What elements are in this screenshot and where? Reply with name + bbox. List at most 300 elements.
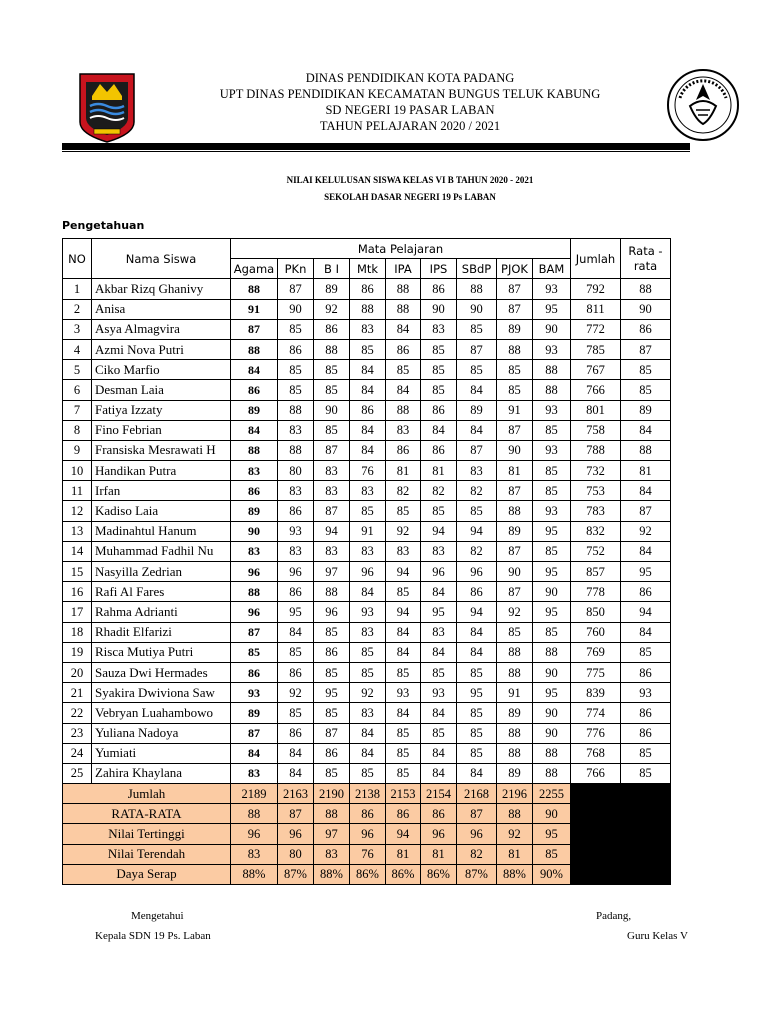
score-cell: 84 xyxy=(350,723,386,743)
score-cell: 93 xyxy=(278,521,314,541)
total-cell: 775 xyxy=(571,662,621,682)
score-cell: 85 xyxy=(314,420,350,440)
score-cell: 89 xyxy=(231,703,278,723)
table-row xyxy=(63,622,671,642)
score-cell: 94 xyxy=(386,562,421,582)
score-cell: 96 xyxy=(457,562,497,582)
score-cell: 92 xyxy=(350,683,386,703)
header-subject: IPS xyxy=(421,259,457,279)
row-number: 3 xyxy=(63,319,92,339)
total-cell: 758 xyxy=(571,420,621,440)
score-cell: 93 xyxy=(231,683,278,703)
student-name: Fino Febrian xyxy=(92,420,231,440)
score-cell: 85 xyxy=(421,662,457,682)
score-cell: 83 xyxy=(386,420,421,440)
score-cell: 90 xyxy=(497,562,533,582)
score-cell: 93 xyxy=(533,279,571,299)
total-cell: 839 xyxy=(571,683,621,703)
score-cell: 90 xyxy=(533,703,571,723)
score-cell: 88 xyxy=(386,279,421,299)
score-cell: 87 xyxy=(457,339,497,359)
table-row xyxy=(63,420,671,440)
score-cell: 92 xyxy=(278,683,314,703)
summary-value: 2255 xyxy=(533,784,571,804)
score-cell: 85 xyxy=(314,380,350,400)
score-cell: 85 xyxy=(533,420,571,440)
row-number: 20 xyxy=(63,662,92,682)
summary-value: 2163 xyxy=(278,784,314,804)
table-row xyxy=(63,319,671,339)
score-cell: 85 xyxy=(533,541,571,561)
average-cell: 86 xyxy=(621,662,671,682)
summary-label: Jumlah xyxy=(63,784,231,804)
score-cell: 84 xyxy=(457,642,497,662)
total-cell: 850 xyxy=(571,602,621,622)
score-cell: 90 xyxy=(533,582,571,602)
score-cell: 85 xyxy=(278,319,314,339)
score-cell: 87 xyxy=(497,420,533,440)
row-number: 14 xyxy=(63,541,92,561)
header-name: Nama Siswa xyxy=(92,239,231,279)
score-cell: 87 xyxy=(457,440,497,460)
score-cell: 83 xyxy=(350,481,386,501)
average-cell: 86 xyxy=(621,582,671,602)
score-cell: 89 xyxy=(314,279,350,299)
score-cell: 85 xyxy=(533,622,571,642)
score-cell: 95 xyxy=(421,602,457,622)
score-cell: 94 xyxy=(314,521,350,541)
score-cell: 84 xyxy=(278,743,314,763)
score-cell: 88 xyxy=(497,339,533,359)
score-cell: 84 xyxy=(231,420,278,440)
row-number: 6 xyxy=(63,380,92,400)
score-cell: 84 xyxy=(421,642,457,662)
score-cell: 87 xyxy=(497,279,533,299)
total-cell: 792 xyxy=(571,279,621,299)
summary-value: 94 xyxy=(386,824,421,844)
score-cell: 88 xyxy=(314,339,350,359)
score-cell: 88 xyxy=(497,642,533,662)
summary-value: 86 xyxy=(386,804,421,824)
row-number: 8 xyxy=(63,420,92,440)
score-cell: 97 xyxy=(314,562,350,582)
student-name: Rhadit Elfarizi xyxy=(92,622,231,642)
summary-value: 76 xyxy=(350,844,386,864)
average-cell: 86 xyxy=(621,703,671,723)
score-cell: 85 xyxy=(314,763,350,783)
score-cell: 95 xyxy=(278,602,314,622)
summary-value: 88% xyxy=(314,864,350,884)
score-cell: 88 xyxy=(533,360,571,380)
summary-value: 87 xyxy=(457,804,497,824)
total-cell: 760 xyxy=(571,622,621,642)
table-row xyxy=(63,380,671,400)
score-cell: 85 xyxy=(457,501,497,521)
score-cell: 84 xyxy=(350,420,386,440)
header-divider-thin xyxy=(62,151,690,152)
score-cell: 83 xyxy=(314,541,350,561)
summary-value: 81 xyxy=(386,844,421,864)
score-cell: 86 xyxy=(421,440,457,460)
row-number: 25 xyxy=(63,763,92,783)
table-row xyxy=(63,501,671,521)
student-name: Fransiska Mesrawati H xyxy=(92,440,231,460)
total-cell: 857 xyxy=(571,562,621,582)
score-cell: 85 xyxy=(386,723,421,743)
score-cell: 86 xyxy=(278,339,314,359)
score-cell: 84 xyxy=(386,642,421,662)
summary-value: 86% xyxy=(386,864,421,884)
score-cell: 88 xyxy=(231,440,278,460)
average-cell: 84 xyxy=(621,622,671,642)
section-label: Pengetahuan xyxy=(62,219,145,232)
header-subject-group: Mata Pelajaran xyxy=(231,239,571,259)
summary-label: Nilai Terendah xyxy=(63,844,231,864)
score-cell: 80 xyxy=(278,461,314,481)
score-cell: 85 xyxy=(314,622,350,642)
score-cell: 88 xyxy=(231,582,278,602)
total-cell: 768 xyxy=(571,743,621,763)
score-cell: 85 xyxy=(314,662,350,682)
table-row xyxy=(63,582,671,602)
score-cell: 87 xyxy=(231,622,278,642)
row-number: 22 xyxy=(63,703,92,723)
student-name: Kadiso Laia xyxy=(92,501,231,521)
score-cell: 84 xyxy=(386,622,421,642)
student-name: Fatiya Izzaty xyxy=(92,400,231,420)
score-cell: 95 xyxy=(457,683,497,703)
summary-label: Nilai Tertinggi xyxy=(63,824,231,844)
table-row xyxy=(63,521,671,541)
average-cell: 81 xyxy=(621,461,671,481)
table-row xyxy=(63,743,671,763)
score-cell: 84 xyxy=(457,420,497,440)
header-subject: B I xyxy=(314,259,350,279)
header-line-year: TAHUN PELAJARAN 2020 / 2021 xyxy=(319,119,501,133)
score-cell: 95 xyxy=(533,299,571,319)
score-cell: 94 xyxy=(386,602,421,622)
average-cell: 94 xyxy=(621,602,671,622)
summary-value: 82 xyxy=(457,844,497,864)
score-cell: 85 xyxy=(457,319,497,339)
summary-value: 2190 xyxy=(314,784,350,804)
score-cell: 88 xyxy=(497,723,533,743)
score-cell: 85 xyxy=(457,360,497,380)
student-name: Rahma Adrianti xyxy=(92,602,231,622)
score-cell: 84 xyxy=(421,763,457,783)
total-cell: 776 xyxy=(571,723,621,743)
summary-value: 92 xyxy=(497,824,533,844)
average-cell: 85 xyxy=(621,763,671,783)
score-cell: 84 xyxy=(457,380,497,400)
row-number: 15 xyxy=(63,562,92,582)
total-cell: 832 xyxy=(571,521,621,541)
score-cell: 96 xyxy=(314,602,350,622)
score-cell: 83 xyxy=(421,622,457,642)
score-cell: 84 xyxy=(421,743,457,763)
score-cell: 84 xyxy=(278,763,314,783)
score-cell: 84 xyxy=(421,420,457,440)
score-cell: 84 xyxy=(457,622,497,642)
student-name: Rafi Al Fares xyxy=(92,582,231,602)
score-cell: 85 xyxy=(533,461,571,481)
student-name: Nasyilla Zedrian xyxy=(92,562,231,582)
score-cell: 86 xyxy=(386,339,421,359)
signature-right-label: Padang, xyxy=(596,910,632,922)
score-cell: 81 xyxy=(421,461,457,481)
score-cell: 83 xyxy=(350,622,386,642)
row-number: 2 xyxy=(63,299,92,319)
score-cell: 86 xyxy=(231,662,278,682)
score-cell: 89 xyxy=(231,501,278,521)
average-cell: 87 xyxy=(621,339,671,359)
summary-value: 87% xyxy=(278,864,314,884)
header-subject: Mtk xyxy=(350,259,386,279)
score-cell: 94 xyxy=(421,521,457,541)
row-number: 11 xyxy=(63,481,92,501)
table-row xyxy=(63,461,671,481)
score-cell: 93 xyxy=(533,400,571,420)
score-cell: 88 xyxy=(386,400,421,420)
score-cell: 83 xyxy=(231,461,278,481)
score-cell: 93 xyxy=(533,440,571,460)
signature-left-title: Kepala SDN 19 Ps. Laban xyxy=(95,930,211,942)
score-cell: 95 xyxy=(533,521,571,541)
average-cell: 89 xyxy=(621,400,671,420)
score-cell: 94 xyxy=(457,521,497,541)
score-cell: 84 xyxy=(386,703,421,723)
score-cell: 87 xyxy=(497,481,533,501)
average-cell: 84 xyxy=(621,420,671,440)
score-cell: 88 xyxy=(314,582,350,602)
score-cell: 93 xyxy=(386,683,421,703)
score-cell: 84 xyxy=(350,440,386,460)
score-cell: 88 xyxy=(533,763,571,783)
row-number: 19 xyxy=(63,642,92,662)
score-cell: 88 xyxy=(231,279,278,299)
total-cell: 774 xyxy=(571,703,621,723)
header-subject: Agama xyxy=(231,259,278,279)
score-cell: 85 xyxy=(350,763,386,783)
summary-value: 90% xyxy=(533,864,571,884)
header-line-agency: DINAS PENDIDIKAN KOTA PADANG xyxy=(305,71,515,85)
score-cell: 85 xyxy=(386,743,421,763)
score-cell: 86 xyxy=(278,501,314,521)
student-name: Azmi Nova Putri xyxy=(92,339,231,359)
score-cell: 87 xyxy=(497,299,533,319)
score-cell: 91 xyxy=(497,400,533,420)
score-cell: 94 xyxy=(457,602,497,622)
score-cell: 90 xyxy=(278,299,314,319)
score-cell: 85 xyxy=(421,339,457,359)
student-name: Desman Laia xyxy=(92,380,231,400)
summary-value: 2189 xyxy=(231,784,278,804)
score-cell: 84 xyxy=(386,380,421,400)
score-cell: 86 xyxy=(314,642,350,662)
score-cell: 84 xyxy=(350,743,386,763)
average-cell: 84 xyxy=(621,481,671,501)
score-cell: 87 xyxy=(314,501,350,521)
score-cell: 85 xyxy=(278,360,314,380)
score-cell: 83 xyxy=(421,319,457,339)
row-number: 5 xyxy=(63,360,92,380)
total-cell: 769 xyxy=(571,642,621,662)
total-cell: 766 xyxy=(571,380,621,400)
summary-value: 87 xyxy=(278,804,314,824)
student-name: Yumiati xyxy=(92,743,231,763)
score-cell: 81 xyxy=(386,461,421,481)
average-cell: 85 xyxy=(621,642,671,662)
score-cell: 85 xyxy=(350,501,386,521)
score-cell: 83 xyxy=(314,481,350,501)
score-cell: 83 xyxy=(457,461,497,481)
summary-value: 97 xyxy=(314,824,350,844)
row-number: 23 xyxy=(63,723,92,743)
grades-table xyxy=(62,238,671,885)
score-cell: 85 xyxy=(314,360,350,380)
average-cell: 88 xyxy=(621,440,671,460)
score-cell: 85 xyxy=(314,703,350,723)
table-row xyxy=(63,602,671,622)
row-number: 24 xyxy=(63,743,92,763)
summary-value: 2138 xyxy=(350,784,386,804)
header-subject: PJOK xyxy=(497,259,533,279)
average-cell: 85 xyxy=(621,380,671,400)
row-number: 4 xyxy=(63,339,92,359)
score-cell: 87 xyxy=(278,279,314,299)
score-cell: 83 xyxy=(350,319,386,339)
score-cell: 85 xyxy=(457,723,497,743)
score-cell: 88 xyxy=(497,743,533,763)
score-cell: 85 xyxy=(278,703,314,723)
score-cell: 90 xyxy=(533,662,571,682)
student-name: Syakira Dwiviona Saw xyxy=(92,683,231,703)
score-cell: 83 xyxy=(278,481,314,501)
score-cell: 86 xyxy=(314,319,350,339)
summary-blank-block xyxy=(571,784,671,885)
score-cell: 95 xyxy=(533,683,571,703)
row-number: 7 xyxy=(63,400,92,420)
table-row xyxy=(63,339,671,359)
header-subject: SBdP xyxy=(457,259,497,279)
score-cell: 85 xyxy=(278,380,314,400)
header-subject: BAM xyxy=(533,259,571,279)
score-cell: 86 xyxy=(350,279,386,299)
score-cell: 83 xyxy=(231,541,278,561)
table-row xyxy=(63,683,671,703)
score-cell: 90 xyxy=(533,319,571,339)
row-number: 18 xyxy=(63,622,92,642)
score-cell: 83 xyxy=(231,763,278,783)
score-cell: 88 xyxy=(457,279,497,299)
summary-value: 96 xyxy=(231,824,278,844)
row-number: 13 xyxy=(63,521,92,541)
score-cell: 84 xyxy=(350,360,386,380)
average-cell: 84 xyxy=(621,541,671,561)
student-name: Risca Mutiya Putri xyxy=(92,642,231,662)
total-cell: 772 xyxy=(571,319,621,339)
score-cell: 87 xyxy=(314,723,350,743)
score-cell: 89 xyxy=(231,400,278,420)
score-cell: 85 xyxy=(497,360,533,380)
student-name: Madinahtul Hanum xyxy=(92,521,231,541)
score-cell: 87 xyxy=(497,582,533,602)
score-cell: 84 xyxy=(231,360,278,380)
score-cell: 85 xyxy=(457,743,497,763)
table-row xyxy=(63,440,671,460)
signature-left-label: Mengetahui xyxy=(131,910,184,922)
score-cell: 85 xyxy=(421,360,457,380)
table-row xyxy=(63,703,671,723)
padang-city-emblem-icon xyxy=(78,72,136,144)
student-name: Handikan Putra xyxy=(92,461,231,481)
average-cell: 86 xyxy=(621,723,671,743)
header-subject: PKn xyxy=(278,259,314,279)
score-cell: 96 xyxy=(421,562,457,582)
score-cell: 90 xyxy=(533,723,571,743)
score-cell: 87 xyxy=(314,440,350,460)
score-cell: 89 xyxy=(497,703,533,723)
table-row xyxy=(63,481,671,501)
score-cell: 85 xyxy=(457,703,497,723)
score-cell: 93 xyxy=(533,339,571,359)
summary-value: 96 xyxy=(278,824,314,844)
summary-value: 86% xyxy=(421,864,457,884)
score-cell: 89 xyxy=(457,400,497,420)
score-cell: 85 xyxy=(350,642,386,662)
summary-value: 86 xyxy=(350,804,386,824)
student-name: Zahira Khaylana xyxy=(92,763,231,783)
total-cell: 753 xyxy=(571,481,621,501)
summary-value: 96 xyxy=(457,824,497,844)
score-cell: 88 xyxy=(533,743,571,763)
score-cell: 90 xyxy=(231,521,278,541)
score-cell: 85 xyxy=(497,380,533,400)
score-cell: 81 xyxy=(497,461,533,481)
student-name: Muhammad Fadhil Nu xyxy=(92,541,231,561)
student-name: Irfan xyxy=(92,481,231,501)
score-cell: 85 xyxy=(421,501,457,521)
header-divider xyxy=(62,143,690,150)
score-cell: 86 xyxy=(457,582,497,602)
score-cell: 86 xyxy=(314,743,350,763)
table-row xyxy=(63,642,671,662)
score-cell: 85 xyxy=(533,481,571,501)
score-cell: 84 xyxy=(386,319,421,339)
score-cell: 92 xyxy=(386,521,421,541)
table-row xyxy=(63,541,671,561)
total-cell: 783 xyxy=(571,501,621,521)
score-cell: 85 xyxy=(350,339,386,359)
total-cell: 811 xyxy=(571,299,621,319)
score-cell: 83 xyxy=(350,703,386,723)
summary-value: 2153 xyxy=(386,784,421,804)
score-cell: 86 xyxy=(278,723,314,743)
summary-row xyxy=(63,784,671,804)
score-cell: 85 xyxy=(231,642,278,662)
score-cell: 83 xyxy=(421,541,457,561)
score-cell: 84 xyxy=(421,703,457,723)
summary-value: 83 xyxy=(231,844,278,864)
total-cell: 752 xyxy=(571,541,621,561)
summary-value: 88 xyxy=(497,804,533,824)
score-cell: 90 xyxy=(314,400,350,420)
score-cell: 93 xyxy=(350,602,386,622)
row-number: 17 xyxy=(63,602,92,622)
score-cell: 82 xyxy=(457,481,497,501)
table-row xyxy=(63,763,671,783)
score-cell: 90 xyxy=(497,440,533,460)
